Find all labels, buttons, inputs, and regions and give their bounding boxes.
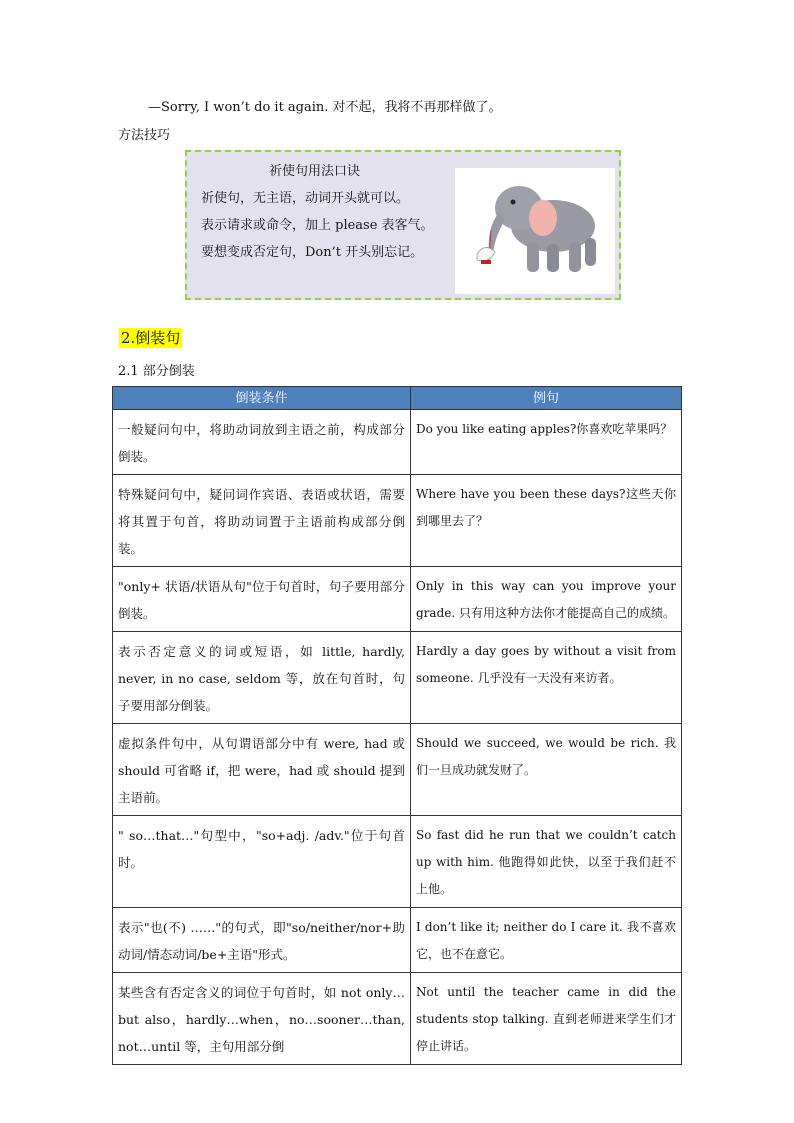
inversion-table [112,386,682,1065]
example-cell: Where have you been these days?这些天你到哪里去了？ [411,475,682,567]
elephant-icon [455,168,615,294]
example-cell: Should we succeed, we would be rich. 我们一旦成功就发财了。 [411,724,682,816]
dialogue-line: —Sorry, I won’t do it again. 对不起，我将不再那样做了。 [148,100,502,115]
condition-cell: 一般疑问句中，将助动词放到主语之前，构成部分倒装。 [113,410,411,475]
table-row [113,973,682,1065]
example-cell: Hardly a day goes by without a visit from someone. 几乎没有一天没有来访者。 [411,632,682,724]
example-cell: So fast did he run that we couldn’t catch up with him. 他跑得如此快，以至于我们赶不上他。 [411,816,682,908]
tip-box [185,150,621,300]
condition-cell: "only+ 状语/状语从句"位于句首时，句子要用部分倒装。 [113,567,411,632]
table-row [113,567,682,632]
condition-cell: 表示"也(不) ……"的句式，即"so/neither/nor+助动词/情态动词/be+主语"形式。 [113,908,411,973]
example-cell: Not until the teacher came in did the students stop talking. 直到老师进来学生们才停止讲话。 [411,973,682,1065]
section-title: 2.倒装句 [121,329,181,347]
condition-cell: 特殊疑问句中，疑问词作宾语、表语或状语，需要将其置于句首，将助动词置于主语前构成部分倒装。 [113,475,411,567]
tip-line: 要想变成否定句，Don’t 开头别忘记。 [201,245,424,260]
tips-heading: 方法技巧 [118,128,171,143]
example-cell: Do you like eating apples?你喜欢吃苹果吗？ [411,410,682,475]
tip-line: 祈使句，无主语，动词开头就可以。 [201,191,410,206]
condition-cell: " so…that…"句型中，"so+adj. /adv."位于句首时。 [113,816,411,908]
table-header-row [113,387,682,410]
header-example: 例句 [411,387,682,410]
table-row [113,816,682,908]
example-cell: Only in this way can you improve your grade. 只有用这种方法你才能提高自己的成绩。 [411,567,682,632]
table-row [113,632,682,724]
condition-cell: 虚拟条件句中，从句谓语部分中有 were, had 或 should 可省略 if，把 were，had 或 should 提到主语前。 [113,724,411,816]
condition-cell: 表示否定意义的词或短语，如 little, hardly, never, in no case, seldom 等，放在句首时，句子要用部分倒装。 [113,632,411,724]
subsection-title: 2.1 部分倒装 [118,364,195,379]
tip-line: 表示请求或命令，加上 please 表客气。 [201,218,434,233]
elephant-picture [455,168,615,294]
table-row [113,410,682,475]
table-row [113,908,682,973]
table-row [113,724,682,816]
tip-box-title: 祈使句用法口诀 [269,164,361,179]
condition-cell: 某些含有否定含义的词位于句首时，如 not only…but also，hardly…when，no…sooner…than, not…until 等，主句用部分倒 [113,973,411,1065]
table-row [113,475,682,567]
header-condition: 倒装条件 [113,387,411,410]
example-cell: I don’t like it; neither do I care it. 我不喜欢它，也不在意它。 [411,908,682,973]
